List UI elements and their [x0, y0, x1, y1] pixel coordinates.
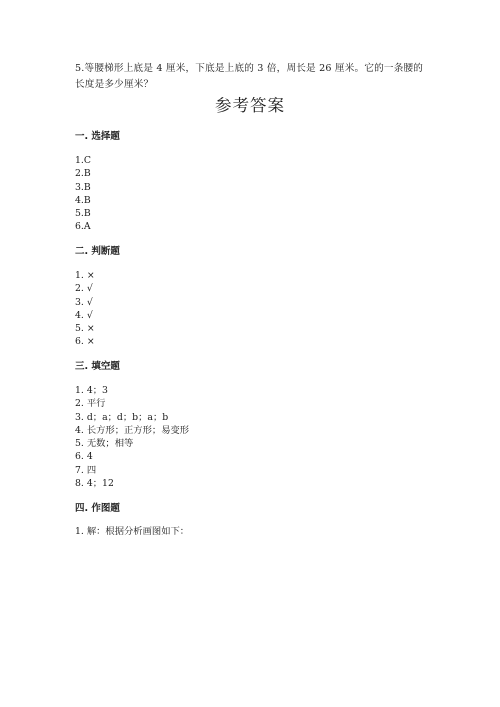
answer-item: 5.B: [75, 208, 91, 220]
answer-list-drawing: [75, 525, 189, 538]
question-5: [75, 61, 427, 93]
answer-item: 4.B: [75, 194, 91, 206]
answer-item: 1. 4；3: [75, 385, 108, 396]
answer-item: 1. ×: [75, 270, 95, 281]
answer-item: 2. √: [75, 283, 93, 295]
answer-list-judgment: [75, 269, 95, 349]
answer-item: 2. 平行: [75, 398, 106, 410]
question-line-2: 长度是多少厘米？: [75, 79, 154, 90]
answer-item: 2.B: [75, 168, 91, 180]
answer-item: 3.B: [75, 181, 91, 193]
answer-list-choice: [75, 154, 91, 234]
answer-item: 7. 四: [75, 464, 97, 476]
answer-item: 6.A: [75, 221, 91, 233]
answer-item: 6. ×: [75, 336, 95, 348]
answer-list-fill-blank: [75, 384, 189, 490]
section-heading-fill-blank: 三. 填空题: [75, 361, 120, 372]
answer-item: 4. √: [75, 309, 93, 321]
answer-item: 4. 长方形；正方形；易变形: [75, 424, 190, 436]
answer-item: 3. √: [75, 296, 93, 308]
section-heading-choice: 一. 选择题: [75, 131, 120, 142]
answer-item: 1. 解：根据分析画图如下：: [75, 526, 190, 537]
answer-title: 参考答案: [215, 96, 285, 115]
answer-item: 8. 4；12: [75, 478, 114, 490]
answer-item: 5. ×: [75, 323, 95, 335]
answer-item: 5. 无数；相等: [75, 438, 134, 450]
answer-item: 3. d；a；d；b；a；b: [75, 411, 169, 423]
answer-item: 1.C: [75, 155, 91, 166]
section-heading-drawing: 四. 作图题: [75, 503, 120, 514]
section-heading-judgment: 二. 判断题: [75, 246, 120, 257]
question-line-1: 5.等腰梯形上底是 4 厘米，下底是上底的 3 倍，周长是 26 厘米。它的一条腰的: [75, 63, 424, 74]
answer-item: 6. 4: [75, 451, 93, 463]
